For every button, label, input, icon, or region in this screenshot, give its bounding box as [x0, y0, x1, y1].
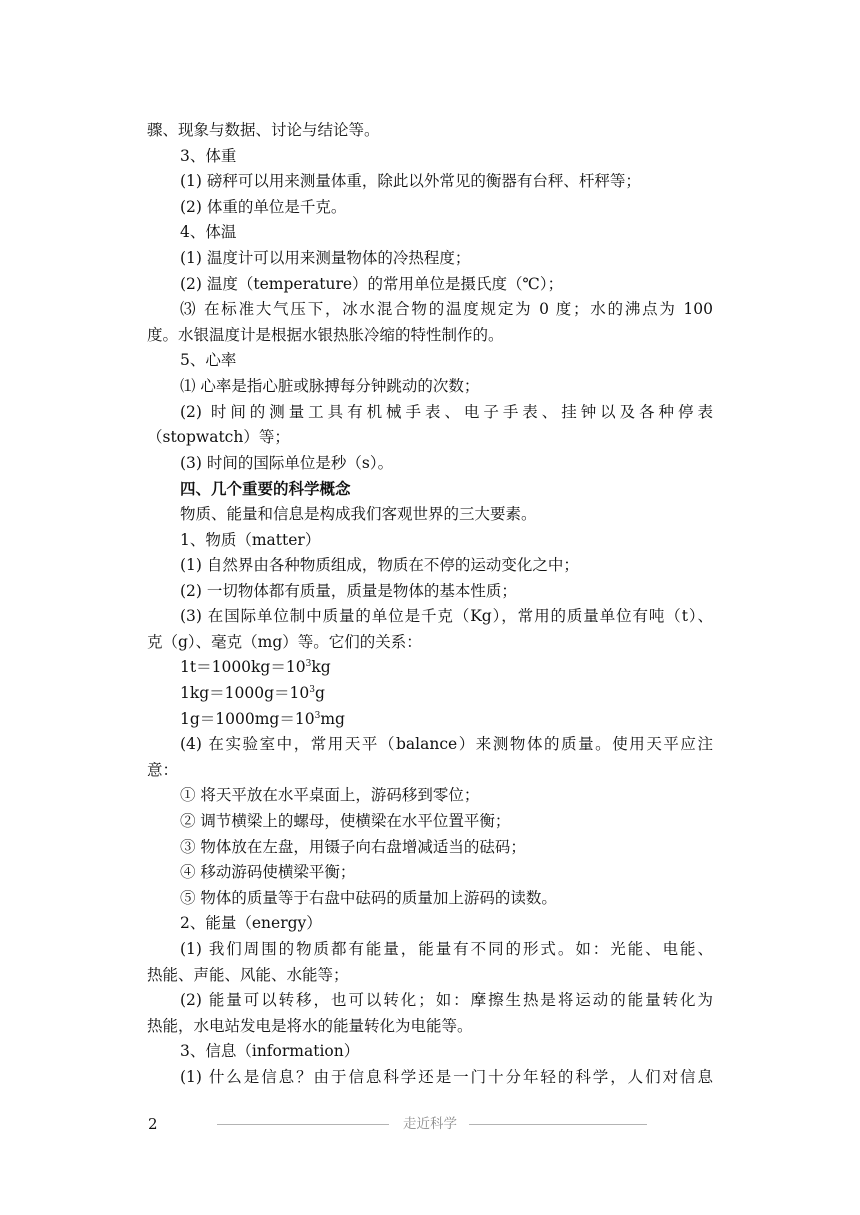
formula-ton: [147, 655, 713, 681]
formula-kilogram: [147, 681, 713, 707]
text-line: (3) 在国际单位制中质量的单位是千克（Kg），常用的质量单位有吨（t）、: [180, 607, 713, 626]
text-line: 意：: [147, 760, 179, 779]
list-item: ① 将天平放在水平桌面上，游码移到零位；: [180, 786, 480, 805]
section-heading-weight: 3、体重: [180, 146, 237, 165]
section-heading-temperature: 4、体温: [180, 223, 237, 242]
section-heading-energy: 2、能量（energy）: [180, 914, 322, 933]
text-line: (2) 温度（temperature）的常用单位是摄氏度（℃）；: [180, 274, 564, 293]
text-line: (2) 一切物体都有质量，质量是物体的基本性质；: [180, 581, 517, 600]
text-line: 热能、声能、风能、水能等；: [147, 965, 349, 984]
text-line: (1) 磅秤可以用来测量体重，除此以外常见的衡器有台秤、杆秤等；: [180, 172, 641, 191]
text-line: (2) 能量可以转移，也可以转化；如：摩擦生热是将运动的能量转化为: [180, 991, 713, 1010]
page-body: [147, 118, 713, 1091]
text-line: (1) 什么是信息？由于信息科学还是一门十分年轻的科学，人们对信息: [180, 1067, 713, 1086]
formula-text: 1kg＝1000g＝10: [180, 684, 310, 703]
section-heading-matter: 1、物质（matter）: [180, 530, 321, 549]
footer-rule-left: [217, 1124, 389, 1125]
formula-unit: mg: [320, 709, 345, 728]
section-heading-information: 3、信息（information）: [180, 1042, 360, 1061]
formula-unit: g: [315, 684, 325, 703]
text-line: (4) 在实验室中，常用天平（balance）来测物体的质量。使用天平应注: [180, 735, 713, 754]
text-line: ⑴ 心率是指心脏或脉搏每分钟跳动的次数；: [180, 376, 480, 395]
footer-rule-right: [469, 1124, 647, 1125]
section-heading-heart-rate: 5、心率: [180, 351, 237, 370]
footer-title: 走近科学: [403, 1116, 457, 1132]
text-line: (1) 自然界由各种物质组成，物质在不停的运动变化之中；: [180, 556, 579, 575]
list-item: ④ 移动游码使横梁平衡；: [180, 863, 356, 882]
text-line: （stopwatch）等；: [147, 428, 290, 447]
text-line: 克（g）、毫克（mg）等。它们的关系：: [147, 632, 422, 651]
list-item: ⑤ 物体的质量等于右盘中砝码的质量加上游码的读数。: [180, 888, 557, 907]
text-line: (2) 时间的测量工具有机械手表、电子手表、挂钟以及各种停表: [180, 402, 713, 421]
formula-text: 1t＝1000kg＝10: [180, 658, 306, 677]
formula-exponent: 3: [305, 659, 312, 670]
list-item: ② 调节横梁上的螺母，使横梁在水平位置平衡；: [180, 812, 511, 831]
text-line: (1) 我们周围的物质都有能量，能量有不同的形式。如：光能、电能、: [180, 940, 713, 958]
page-footer: [147, 1112, 713, 1136]
text-line: 物质、能量和信息是构成我们客观世界的三大要素。: [180, 504, 537, 523]
formula-text: 1g＝1000mg＝10: [180, 709, 315, 728]
text-line: (1) 温度计可以用来测量物体的冷热程度；: [180, 248, 471, 267]
formula-unit: kg: [311, 658, 331, 677]
list-item: ③ 物体放在左盘，用镊子向右盘增减适当的砝码；: [180, 837, 526, 856]
text-line: (3) 时间的国际单位是秒（s）。: [180, 453, 394, 472]
formula-exponent: 3: [314, 710, 321, 721]
formula-exponent: 3: [309, 685, 316, 696]
text-line: (2) 体重的单位是千克。: [180, 197, 347, 216]
page-number: 2: [148, 1115, 158, 1133]
text-line: ⑶ 在标准大气压下，冰水混合物的温度规定为 0 度；水的沸点为 100: [180, 300, 713, 319]
text-line: 热能，水电站发电是将水的能量转化为电能等。: [147, 1016, 473, 1035]
text-line: 骤、现象与数据、讨论与结论等。: [147, 121, 380, 139]
formula-gram: [147, 707, 713, 733]
text-line: 度。水银温度计是根据水银热胀冷缩的特性制作的。: [147, 325, 504, 344]
chapter-heading: 四、几个重要的科学概念: [180, 479, 351, 499]
